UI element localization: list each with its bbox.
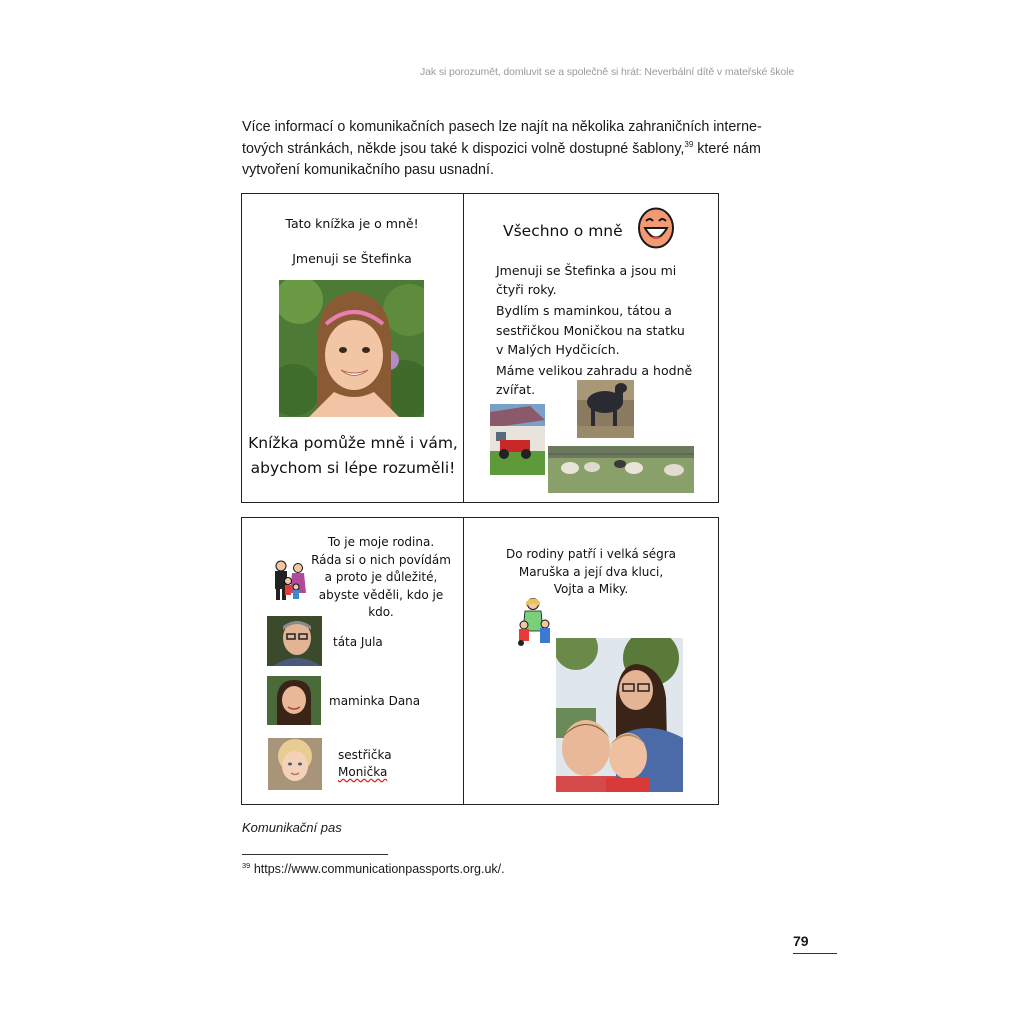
sister-label [338,747,392,781]
page-number-rule [793,953,837,954]
panel3-line-2: Ráda si o nich povídám [311,552,451,567]
panel2-title: Všechno o mně [503,222,623,240]
intro-line-2a: tových stránkách, někde jsou také k dispozici volně dostupné šablony, [242,140,685,157]
panel2-line-7: zvířat. [496,382,536,398]
panel4-line-2: Maruška a její dva kluci, [518,564,664,579]
sister-with-boys-photo [556,638,683,792]
dad-photo [267,616,322,666]
mom-label: maminka Dana [329,694,421,708]
panel1-bottom-line-2: abychom si lépe rozuměli! [250,459,456,477]
panel2-line-5: v Malých Hydčicích. [496,341,620,357]
dad-label: táta Jula [333,635,383,649]
farm-tractor-photo [490,404,545,475]
sister-label-line-2: Monička [338,765,388,779]
footnote-divider [242,854,388,855]
panel1-line-1: Tato knížka je o mně! [285,216,419,231]
page-number: 79 [793,933,809,949]
figure-caption: Komunikační pas [242,820,342,835]
panel2-line-4: sestřičkou Moničkou na statku [496,322,685,338]
panel1-bottom-line-1: Knížka pomůže mně i vám, [248,434,458,452]
panel3-line-5: kdo. [368,605,394,619]
panel4-line-1: Do rodiny patří i velká ségra [505,547,677,561]
intro-line-2 [242,139,762,161]
panel2-line-1: Jmenuji se Štefinka a jsou mi [496,263,677,278]
panel2-text [496,261,692,399]
mother-with-children-icon [516,597,554,647]
panel1-bottom [242,431,464,481]
passport-row-1 [241,193,719,503]
panel2-line-2: čtyři roky. [496,282,557,298]
panel3-line-1: To je moje rodina. [327,535,435,549]
panel3-text [306,534,456,622]
panel3-line-3: a proto je důležité, [324,570,438,584]
sister-photo [268,738,322,790]
pony-photo [577,380,634,438]
panel2-line-6: Máme velikou zahradu a hodně [496,363,693,379]
panel-family [242,518,464,804]
footnote-link[interactable]: https://www.communicationpassports.org.uk/. [250,862,505,876]
panel2-line-3: Bydlím s maminkou, tátou a [496,303,672,319]
family-icon [272,559,308,601]
intro-line-3: vytvoření komunikačního pasu usnadní. [242,162,494,178]
running-head: Jak si porozumět, domluvit se a společně si hrát: Neverbální dítě v mateřské škole [420,66,795,78]
panel3-line-4: abyste věděli, kdo je [318,587,444,602]
panel-about-book [242,194,464,502]
panel1-line-2: Jmenuji se Štefinka [292,251,412,266]
mom-photo [267,676,321,725]
panel4-text [464,546,718,599]
intro-paragraph [242,117,762,182]
passport-row-2 [241,517,719,805]
intro-line-1: Více informací o komunikačních pasech lze najít na několika zahraničních interne- [242,119,762,135]
panel-extended-family [464,518,718,804]
panel4-line-3: Vojta a Miky. [553,582,629,596]
sheep-photo [548,446,694,493]
footnote [242,862,505,876]
sister-label-line-1: sestřička [338,748,392,762]
girl-photo [279,280,424,417]
footnote-number: 39 [242,860,251,870]
intro-line-2b: které nám [693,140,761,157]
footnote-ref[interactable]: 39 [684,139,694,149]
laughing-face-icon [637,207,675,249]
panel-all-about-me [464,194,718,502]
